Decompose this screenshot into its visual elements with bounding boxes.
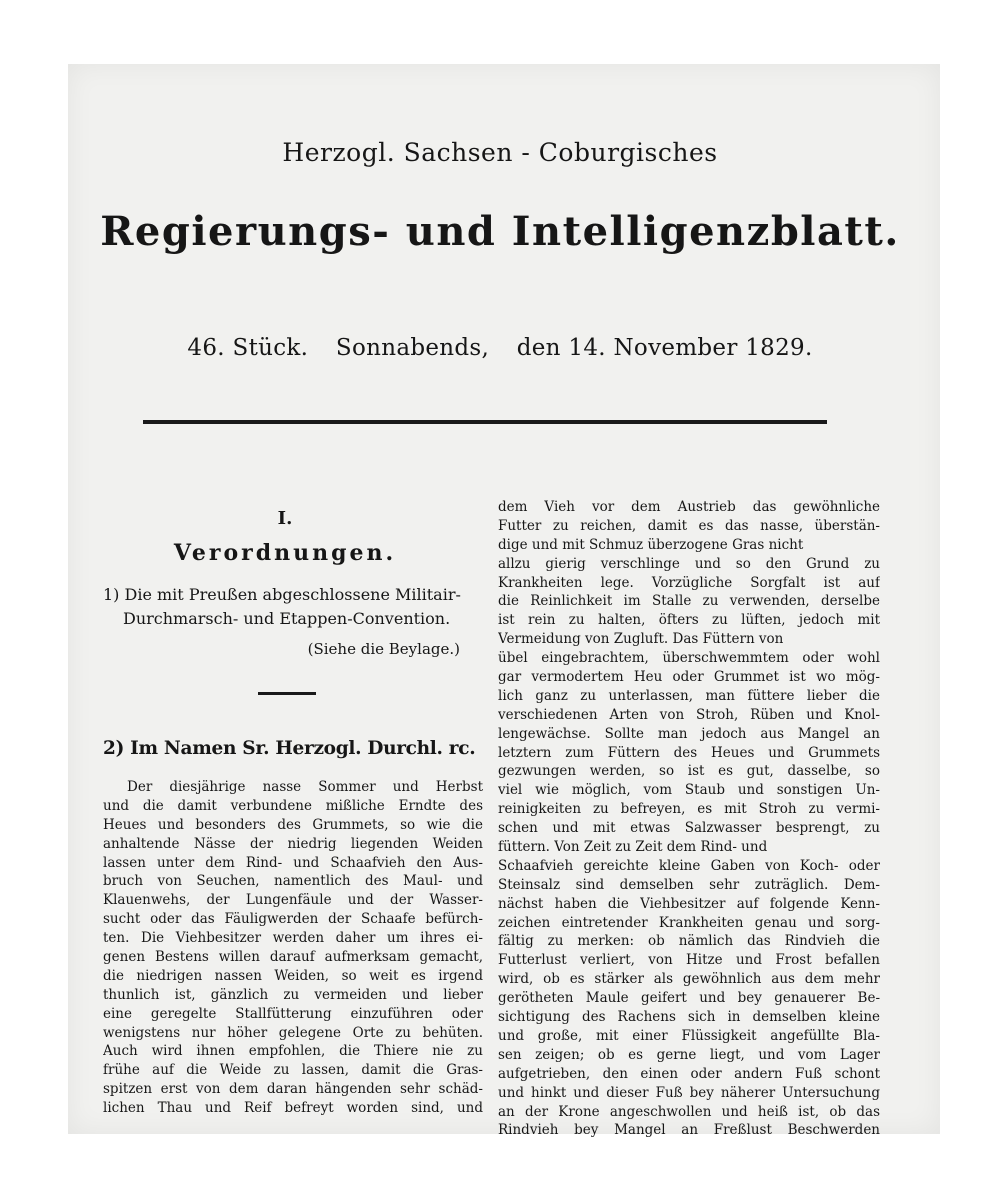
issue-date: den 14. November 1829. bbox=[516, 335, 813, 361]
supplement-note: (Siehe die Beylage.) bbox=[307, 640, 460, 658]
text-line: die Reinlichkeit im Stalle zu verwenden, derselbe bbox=[498, 593, 880, 610]
text-line: die niedrigen nassen Weiden, so weit es irgend bbox=[103, 967, 483, 984]
text-line: lengewächse. Sollte man jedoch aus Mangel an bbox=[498, 725, 880, 742]
text-line: Auch wird ihnen empfohlen, die Thiere nie zu bbox=[103, 1043, 483, 1060]
item-1-line-2: Durchmarsch- und Etappen-Convention. bbox=[123, 609, 451, 628]
section-number: I. bbox=[277, 508, 293, 529]
text-line: füttern. Von Zeit zu Zeit dem Rind- und bbox=[498, 839, 768, 856]
text-line: anhaltende Nässe der niedrig liegenden Weiden bbox=[103, 835, 483, 852]
text-line: genen Bestens willen darauf aufmerksam gemacht, bbox=[103, 949, 483, 966]
right-column-text bbox=[498, 498, 880, 1140]
text-line: schen und mit etwas Salzwasser besprengt, zu bbox=[498, 820, 880, 837]
text-line: zeichen eintretender Krankheiten genau und sorg- bbox=[498, 914, 880, 931]
text-line: übel eingebrachtem, überschwemmtem oder wohl bbox=[498, 650, 880, 667]
text-line: aufgetrieben, den einen oder andern Fuß schont bbox=[498, 1065, 880, 1082]
text-line: und die damit verbundene mißliche Erndte des bbox=[103, 797, 483, 814]
text-line: Steinsalz sind demselben sehr zuträglich. Dem- bbox=[498, 876, 880, 893]
text-line: bruch von Seuchen, namentlich des Maul- und bbox=[103, 873, 483, 890]
text-line: eine geregelte Stallfütterung einzuführen oder bbox=[103, 1005, 483, 1022]
left-column-text bbox=[103, 778, 483, 1118]
text-line: und hinkt und dieser Fuß bey näherer Untersuchung bbox=[498, 1084, 880, 1101]
text-line: und große, mit einer Flüssigkeit angefüllte Bla- bbox=[498, 1027, 880, 1044]
text-line: Futter zu reichen, damit es das nasse, überstän- bbox=[498, 517, 880, 534]
issue-day: Sonnabends, bbox=[335, 335, 490, 361]
text-line: wenigstens nur höher gelegene Orte zu behüten. bbox=[103, 1024, 483, 1041]
issue-line bbox=[0, 335, 1000, 361]
text-line: Rindvieh bey Mangel an Freßlust Beschwerden bbox=[498, 1122, 880, 1139]
text-line: sichtigung des Rachens sich in demselben kleine bbox=[498, 1009, 880, 1026]
text-line: dige und mit Schmuz überzogene Gras nicht bbox=[498, 536, 804, 553]
text-line: Futterlust verliert, von Hitze und Frost befallen bbox=[498, 952, 880, 969]
text-line: thunlich ist, gänzlich zu vermeiden und lieber bbox=[103, 986, 483, 1003]
text-line: ist rein zu halten, öfters zu lüften, jedoch mit bbox=[498, 612, 880, 629]
text-line: reinigkeiten zu befreyen, es mit Stroh zu vermi- bbox=[498, 801, 880, 818]
text-line: Krankheiten lege. Vorzügliche Sorgfalt ist auf bbox=[498, 574, 880, 591]
text-line: fältig zu merken: ob nämlich das Rindvieh die bbox=[498, 933, 880, 950]
text-line: gezwungen werden, so ist es gut, dasselbe, so bbox=[498, 763, 880, 780]
text-line: dem Vieh vor dem Austrieb das gewöhnliche bbox=[498, 499, 880, 515]
item-1-line-1: 1) Die mit Preußen abgeschlossene Militair- bbox=[103, 585, 461, 604]
item-1 bbox=[103, 583, 483, 631]
header-rule bbox=[143, 420, 827, 424]
text-line: letztern zum Füttern des Heues und Grummets bbox=[498, 744, 880, 761]
text-line: frühe auf die Weide zu lassen, damit die Gras- bbox=[103, 1062, 483, 1079]
publisher-line: Herzogl. Sachsen - Coburgisches bbox=[282, 138, 718, 167]
text-line: Schaafvieh gereichte kleine Gaben von Koch- oder bbox=[498, 857, 880, 874]
item-2-heading: 2) Im Namen Sr. Herzogl. Durchl. rc. bbox=[103, 738, 476, 759]
text-line: Klauenwehs, der Lungenfäule und der Wasser- bbox=[103, 892, 483, 909]
text-line: lich ganz zu unterlassen, man füttere lieber die bbox=[498, 687, 880, 704]
text-line: gar vermodertem Heu oder Grummet ist wo mög- bbox=[498, 669, 880, 686]
text-line: gerötheten Maule geifert und bey genauerer Be- bbox=[498, 990, 880, 1007]
issue-number: 46. Stück. bbox=[187, 335, 309, 361]
section-title: Verordnungen. bbox=[173, 540, 397, 566]
text-line: lichen Thau und Reif befreyt worden sind, und bbox=[103, 1100, 483, 1117]
text-line: ten. Die Viehbesitzer werden daher um ihres ei- bbox=[103, 930, 483, 947]
text-line: verschiedenen Arten von Stroh, Rüben und Knol- bbox=[498, 706, 880, 723]
text-line: nächst haben die Viehbesitzer auf folgende Kenn- bbox=[498, 895, 880, 912]
text-line: Der diesjährige nasse Sommer und Herbst bbox=[127, 779, 483, 795]
text-line: spitzen erst von dem daran hängenden sehr schäd- bbox=[103, 1081, 483, 1098]
masthead-title: Regierungs- und Intelligenzblatt. bbox=[100, 208, 900, 255]
text-line: Heues und besonders des Grummets, so wie die bbox=[103, 816, 483, 833]
text-line: an der Krone angeschwollen und heiß ist, ob das bbox=[498, 1103, 880, 1120]
text-line: wird, ob es stärker als gewöhnlich aus dem mehr bbox=[498, 971, 880, 988]
text-line: sucht oder das Fäuligwerden der Schaafe befürch- bbox=[103, 911, 483, 928]
text-line: allzu gierig verschlinge und so den Grund zu bbox=[498, 555, 880, 572]
text-line: viel wie möglich, vom Staub und sonstigen Un- bbox=[498, 782, 880, 799]
text-line: Vermeidung von Zugluft. Das Füttern von bbox=[498, 631, 784, 648]
section-divider bbox=[258, 692, 316, 695]
text-line: sen zeigen; ob es gerne liegt, und vom Lager bbox=[498, 1046, 880, 1063]
text-line: lassen unter dem Rind- und Schaafvieh den Aus- bbox=[103, 854, 483, 871]
